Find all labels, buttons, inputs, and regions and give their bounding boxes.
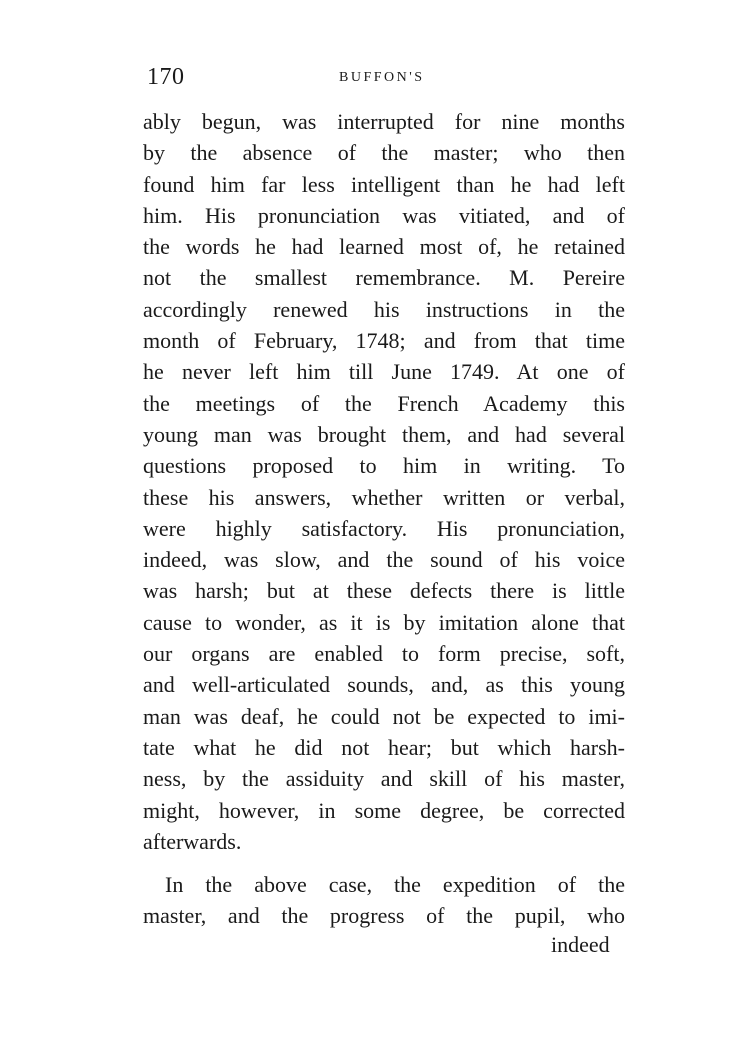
text-line: our organs are enabled to form precise, soft,	[143, 641, 625, 667]
text-line: not the smallest remembrance. M. Pereire	[143, 265, 625, 291]
text-line: month of February, 1748; and from that time	[143, 328, 625, 354]
text-line: young man was brought them, and had several	[143, 421, 625, 447]
text-line: master, and the progress of the pupil, who	[143, 903, 625, 929]
text-line: were highly satisfactory. His pronunciation,	[143, 515, 625, 541]
text-line: afterwards.	[143, 828, 242, 854]
text-line: man was deaf, he could not be expected to imi-	[143, 703, 625, 729]
text-line: the words he had learned most of, he retained	[143, 234, 625, 260]
page-header	[147, 64, 627, 94]
text-line: he never left him till June 1749. At one of	[143, 359, 625, 385]
text-line: ness, by the assiduity and skill of his master,	[143, 766, 625, 792]
paragraph	[143, 869, 625, 932]
text-line: the meetings of the French Academy this	[143, 390, 625, 416]
running-head: BUFFON'S	[339, 70, 425, 85]
text-line: cause to wonder, as it is by imitation alone that	[143, 609, 625, 635]
text-line: tate what he did not hear; but which harsh-	[143, 734, 625, 760]
text-line: indeed, was slow, and the sound of his voice	[143, 547, 625, 573]
page-number: 170	[147, 64, 185, 90]
text-line: and well-articulated sounds, and, as this young	[143, 672, 625, 698]
text-line: found him far less intelligent than he had left	[143, 171, 625, 197]
text-line: him. His pronunciation was vitiated, and of	[143, 202, 625, 228]
text-line: these his answers, whether written or verbal,	[143, 484, 625, 510]
text-line: accordingly renewed his instructions in the	[143, 296, 625, 322]
paragraph	[143, 106, 625, 857]
text-line: was harsh; but at these defects there is little	[143, 578, 625, 604]
body-text	[143, 106, 625, 932]
text-line: ably begun, was interrupted for nine months	[143, 109, 625, 134]
catchword: indeed	[551, 932, 610, 957]
text-line: by the absence of the master; who then	[143, 140, 625, 166]
text-line: In the above case, the expedition of the	[165, 872, 625, 898]
text-line: might, however, in some degree, be corrected	[143, 797, 625, 823]
paragraph-gap	[143, 857, 625, 869]
text-line: questions proposed to him in writing. To	[143, 453, 625, 479]
